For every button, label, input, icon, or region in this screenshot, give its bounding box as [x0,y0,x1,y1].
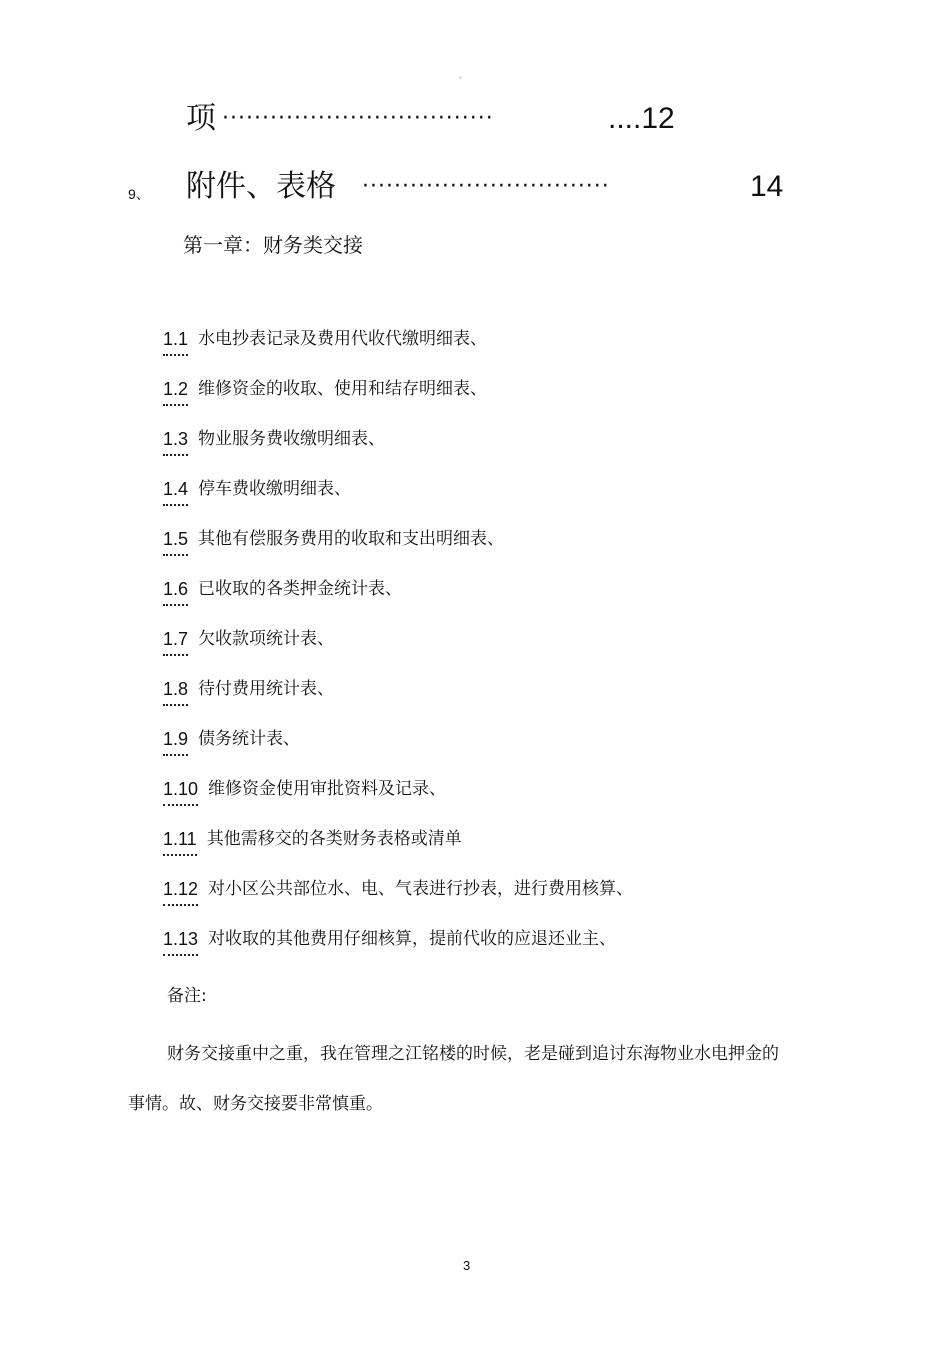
item-number: 1.7 [163,626,188,652]
note-label: 备注: [167,986,207,1006]
item-text: 欠收款项统计表、 [198,629,335,649]
toc-entry-continued-dots: ·································· [222,106,494,131]
list-item [163,426,633,476]
item-text: 对收取的其他费用仔细核算，提前代收的应退还业主、 [208,929,617,949]
toc-entry-9-number: 9、 [128,186,150,202]
list-item [163,326,633,376]
item-text: 其他有偿服务费用的收取和支出明细表、 [198,529,505,549]
list-item [163,776,633,826]
item-number: 1.10 [163,776,198,802]
item-number: 1.5 [163,526,188,552]
item-text: 对小区公共部位水、电、气表进行抄表，进行费用核算、 [208,879,634,899]
item-number: 1.6 [163,576,188,602]
item-text: 物业服务费收缴明细表、 [198,429,386,449]
toc-entry-continued-page: ....12 [608,102,675,135]
list-item [163,576,633,626]
toc-entry-9-dots: ······························· [362,174,610,199]
toc-entry-continued-text: 项 [186,101,216,136]
item-number: 1.9 [163,726,188,752]
list-item [163,726,633,776]
item-text: 水电抄表记录及费用代收代缴明细表、 [198,329,488,349]
item-text: 已收取的各类押金统计表、 [198,579,403,599]
item-number: 1.13 [163,926,198,952]
list-item [163,826,633,876]
item-text: 其他需移交的各类财务表格或清单 [206,829,462,849]
list-item [163,626,633,676]
item-text: 维修资金使用审批资料及记录、 [208,779,447,799]
list-item [163,376,633,426]
item-number: 1.8 [163,676,188,702]
list-item [163,676,633,726]
item-number: 1.4 [163,476,188,502]
item-text: 维修资金的收取、使用和结存明细表、 [198,379,488,399]
chapter-title: 第一章：财务类交接 [183,233,363,257]
toc-entry-9-page: 14 [750,170,784,203]
list-item [163,926,633,976]
item-text: 停车费收缴明细表、 [198,479,352,499]
toc-entry-9-text: 附件、表格 [186,169,336,204]
item-number: 1.1 [163,326,188,352]
note-body: 财务交接重中之重，我在管理之江铭楼的时候，老是碰到追讨东海物业水电押金的事情。故、财务交接要非常慎重。 [128,1044,779,1114]
item-number: 1.12 [163,876,198,902]
item-text: 债务统计表、 [198,729,301,749]
item-number: 1.11 [163,826,197,852]
list-item [163,876,633,926]
page-number: 3 [463,1258,471,1273]
item-number: 1.3 [163,426,188,452]
item-text: 待付费用统计表、 [198,679,335,699]
handover-item-list [163,326,633,976]
item-number: 1.2 [163,376,188,402]
header-mark: 。 [459,71,467,80]
list-item [163,526,633,576]
list-item [163,476,633,526]
